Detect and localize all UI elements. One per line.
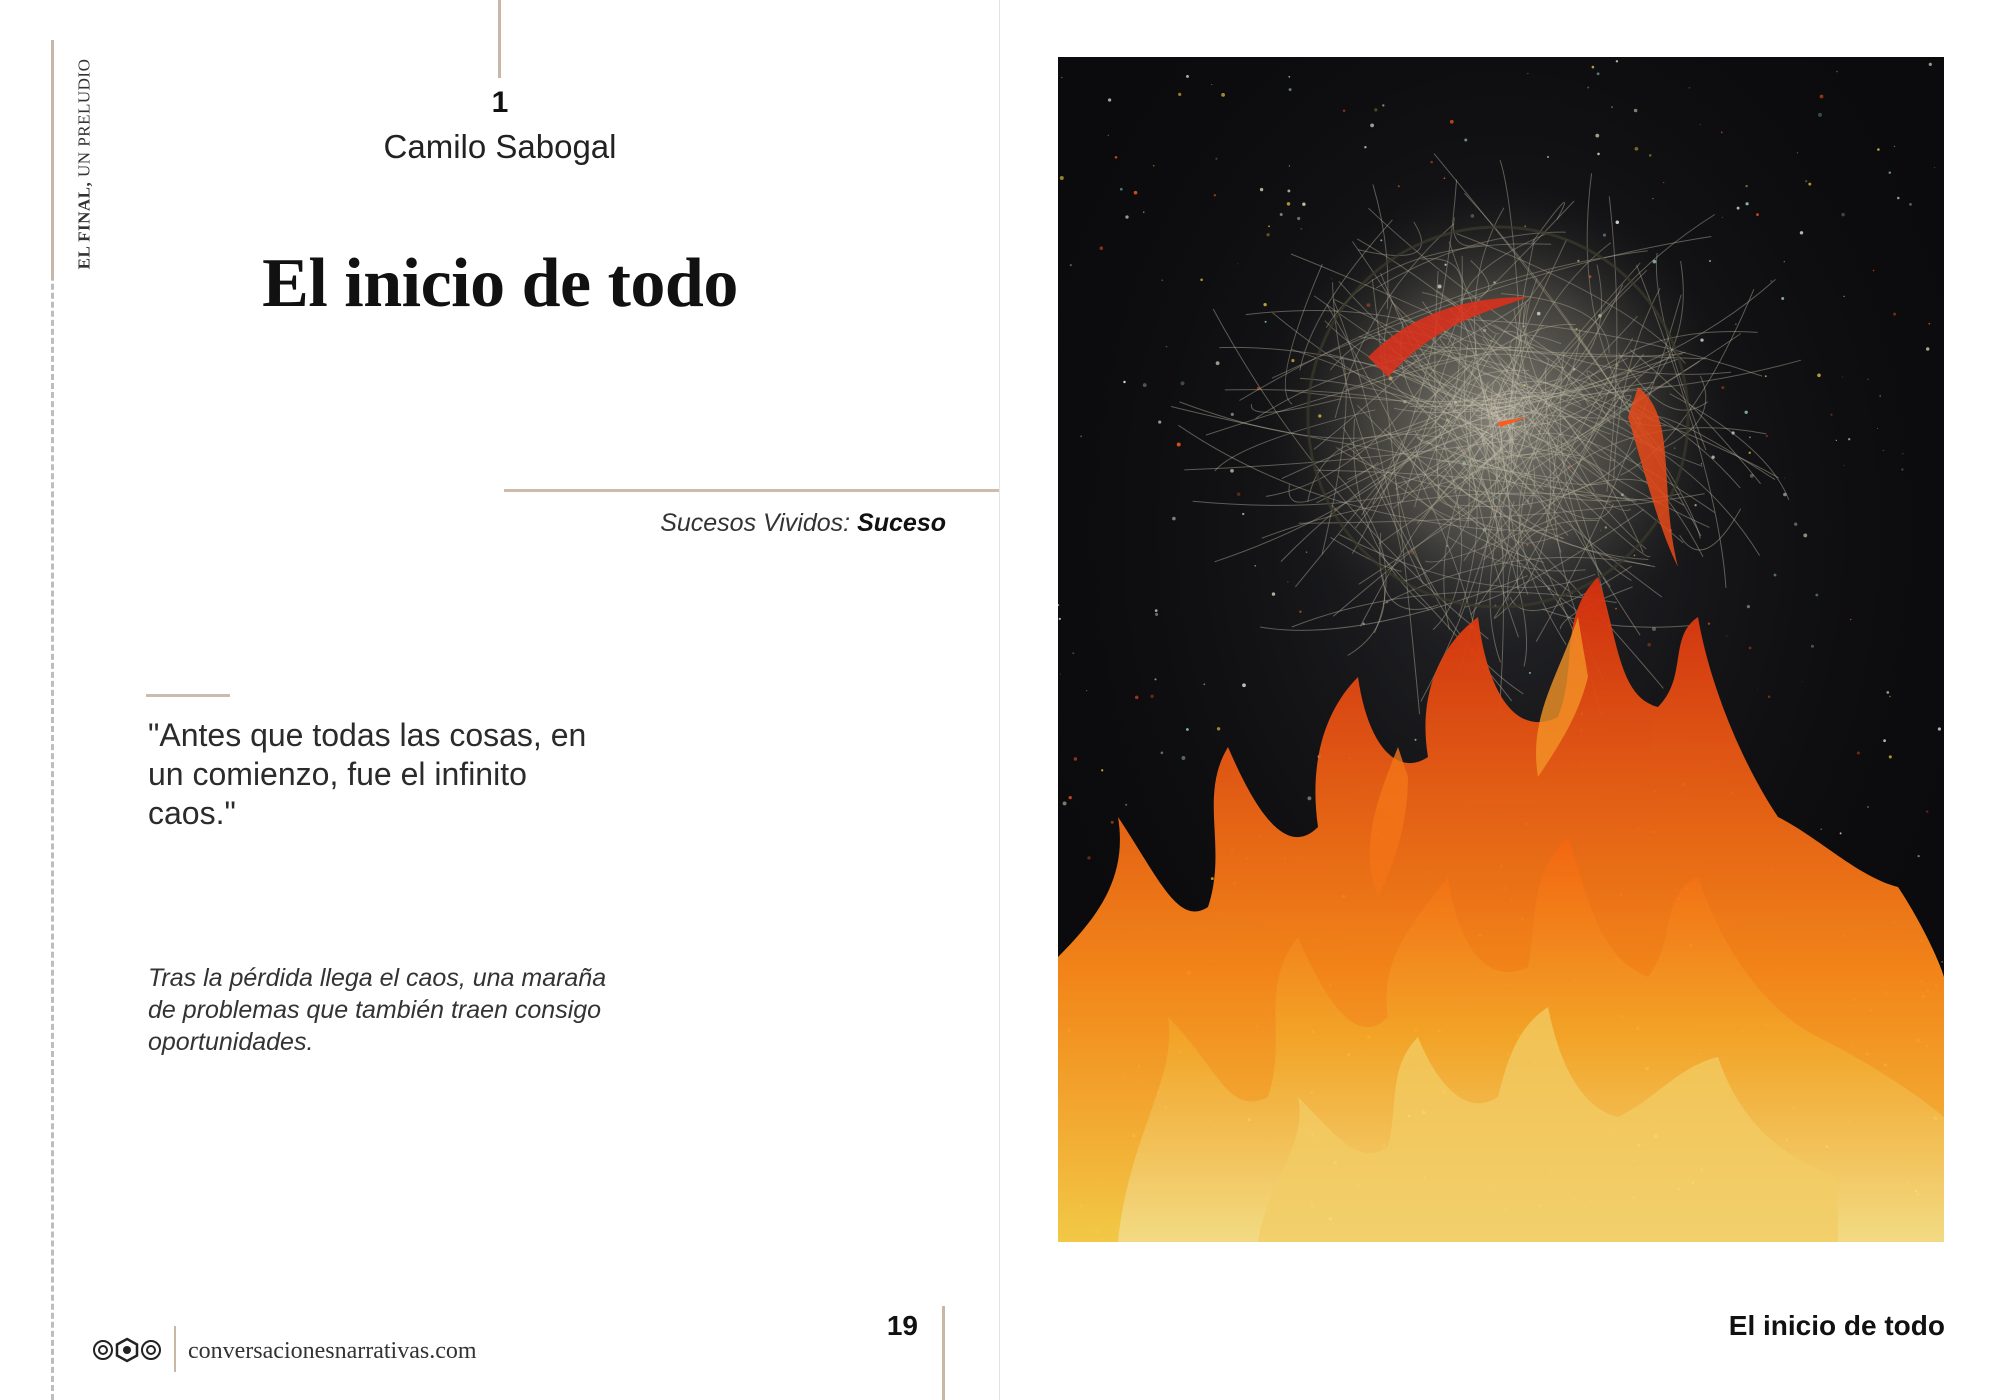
category-label: Sucesos Vividos: xyxy=(660,509,858,537)
page-number: 19 xyxy=(886,1310,918,1341)
category-line xyxy=(500,509,946,538)
chapter-summary: Tras la pérdida llega el caos, una maraña de problemas que también traen consigo oportunidades. xyxy=(148,964,607,1056)
quote-rule xyxy=(146,694,230,697)
author-name: Camilo Sabogal xyxy=(383,128,617,165)
running-head-regular: UN PRELUDIO xyxy=(74,58,93,182)
chapter-number: 1 xyxy=(491,86,509,119)
right-page xyxy=(1000,0,2000,1400)
epigraph-quote: "Antes que todas las cosas, en un comienzo, fue el infinito caos." xyxy=(148,717,587,831)
category-rule xyxy=(504,489,1000,492)
fire-chaos-illustration xyxy=(1058,57,1944,1242)
right-footer-title: El inicio de todo xyxy=(1728,1310,1945,1341)
chapter-title: El inicio de todo xyxy=(262,245,738,322)
footer-separator xyxy=(174,1326,176,1372)
three-circles-logo-icon xyxy=(92,1336,162,1364)
category-value: Suceso xyxy=(857,509,946,537)
running-head xyxy=(54,44,114,284)
page-number-rule xyxy=(942,1306,945,1400)
footer-url: conversacionesnarrativas.com xyxy=(188,1338,477,1364)
running-head-bold: EL FINAL, xyxy=(74,181,93,270)
top-rule xyxy=(498,0,501,78)
